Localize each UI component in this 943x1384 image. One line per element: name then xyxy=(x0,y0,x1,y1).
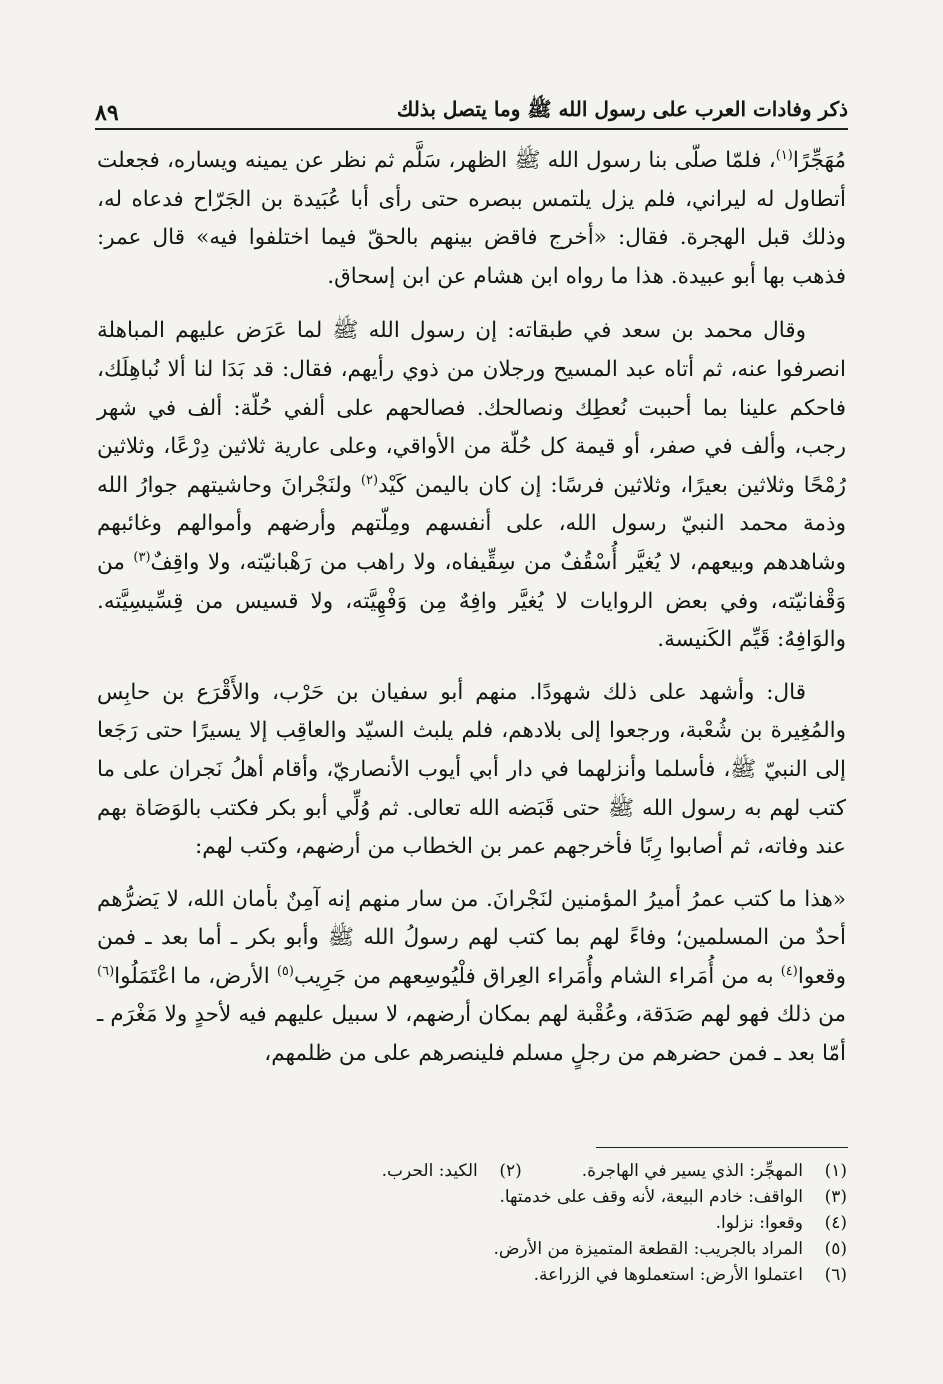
footnote-row xyxy=(96,1210,847,1236)
paragraph-2-text-a: وقال محمد بن سعد في طبقاته: إن رسول الله ﷺ لما عَرَض عليهم المباهلة انصرفوا عنه، ثم أتاه عبد المسيح ورجلان من ذوي رأيهم، فقال: قد بَدَا لنا ألا نُباهِلَك، فاحكم علينا بما أحببت نُعطِك ونصالحك. فصالحهم على ألفي حُلّة: ألف في شهر رجب، وألف في صفر، أو قيمة كل حُلّة من الأواقي، وعلى عارية ثلاثين دِرْعًا، وثلاثين رُمْحًا وثلاثين بعيرًا، وثلاثين فرسًا: إن كان باليمن كَيْد xyxy=(97,318,846,498)
footnote-text: اعتملوا الأرض: استعملوها في الزراعة. xyxy=(533,1265,803,1285)
paragraph-1-text-b: ، فلمّا صلّى بنا رسول الله ﷺ الظهر، سَلَّم ثم نظر عن يمينه ويساره، فجعلت أتطاول له ليراني، فلم يزل يلتمس ببصره حتى رأى أبا عُبَيدة بن الجَرّاح فدعاه له، وذلك قبل الهجرة. فقال: «أخرج فاقض بينهم بالحقّ فيما اختلفوا فيه» قال عمر: فذهب بها أبو عبيدة. هذا ما رواه ابن هشام عن ابن إسحاق. xyxy=(97,148,846,289)
body-text xyxy=(97,142,846,1088)
footnote-number: (٣) xyxy=(824,1187,847,1207)
footnote-text: الواقف: خادم البيعة، لأنه وقف على خدمتها. xyxy=(499,1187,803,1207)
paragraph-4 xyxy=(97,881,846,1074)
footnote-marker-1: (١) xyxy=(775,147,793,163)
paragraph-4-text-b: به من أُمَراء الشام وأُمَراء العِراق فلْيُوسِعهم من جَرِيب xyxy=(293,963,781,989)
page-number: ٨٩ xyxy=(95,100,119,126)
paragraph-2-text-b: ولنَجْرانَ وحاشيتهم جوارُ الله وذمة محمد النبيّ رسول الله، على أنفسهم ومِلّتهم وأرضهم وأموالهم وغائبهم وشاهدهم وبيعهم، لا يُغيَّر أُسْقُفٌ من سِقِّيفاه، ولا راهب من رَهْبانيّته، ولا واقِفٌ xyxy=(97,472,846,575)
footnote-number: (٤) xyxy=(824,1213,847,1233)
footnote-marker-5: (٥) xyxy=(276,963,294,979)
paragraph-1 xyxy=(97,142,846,296)
footnotes xyxy=(96,1158,847,1288)
footnote-number: (٥) xyxy=(824,1239,847,1259)
paragraph-4-text-d: من ذلك فهو لهم صَدَقة، وعُقْبة لهم بمكان أرضهم، لا سبيل عليهم فيه لأحدٍ ولا مَغْرَم ـ أمّا بعد ـ فمن حضرهم من رجلٍ مسلم فلينصرهم على من ظلمهم، xyxy=(97,1002,846,1067)
running-title: ذكر وفادات العرب على رسول الله ﷺ وما يتصل بذلك xyxy=(396,97,848,121)
footnote-marker-3: (٣) xyxy=(133,549,151,565)
footnote-text: الكيد: الحرب. xyxy=(381,1161,478,1181)
footnote-marker-4: (٤) xyxy=(780,963,798,979)
footnote-row xyxy=(96,1262,847,1288)
footnote-row xyxy=(96,1158,847,1184)
footnote-number: (٦) xyxy=(824,1265,847,1285)
footnote-rule xyxy=(596,1147,848,1148)
footnote-text: المهجِّر: الذي يسير في الهاجرة. xyxy=(581,1161,803,1181)
footnote-text: وقعوا: نزلوا. xyxy=(715,1213,803,1233)
header-rule xyxy=(95,128,848,130)
footnote-number: (١) xyxy=(824,1161,847,1181)
footnote-marker-2: (٢) xyxy=(360,472,379,488)
running-head xyxy=(95,92,848,126)
footnote-marker-6: (٦) xyxy=(97,963,115,979)
paragraph-4-text-c: الأرض، ما اعْتَمَلُوا xyxy=(114,963,277,989)
footnote-row xyxy=(96,1184,847,1210)
paragraph-2 xyxy=(97,312,846,659)
paragraph-3 xyxy=(97,674,846,867)
footnote-text: المراد بالجريب: القطعة المتميزة من الأرض. xyxy=(493,1239,803,1259)
footnote-number: (٢) xyxy=(499,1161,522,1181)
paragraph-2-text-c: من وَقْفانيّته، وفي بعض الروايات لا يُغيَّر وافِهٌ مِن وَفْهِيَّته، ولا قسيس من قِسِّيسِيَّته. والوَافِهُ: قَيِّم الكَنيسة. xyxy=(97,549,846,653)
paragraph-3-text: قال: وأشهد على ذلك شهودًا. منهم أبو سفيان بن حَرْب، والأَقْرَع بن حابِس والمُغِيرة بن شُعْبة، ورجعوا إلى بلادهم، فلم يلبث السيّد والعاقِب إلا يسيرًا حتى رَجَعا إلى النبيّ ﷺ، فأسلما وأنزلهما في دار أبي أيوب الأنصاريّ، وأقام أهلُ نَجران على ما كتب لهم به رسول الله ﷺ حتى قَبَضه الله تعالى. ثم وُلِّي أبو بكر فكتب بالوَصَاة بهم عند وفاته، ثم أصابوا رِبًا فأخرجهم عمر بن الخطاب من أرضهم، وكتب لهم: xyxy=(97,679,846,860)
paragraph-1-text-a: مُهَجِّرًا xyxy=(792,148,846,173)
footnote-row xyxy=(96,1236,847,1262)
paragraph-4-text-a: «هذا ما كتب عمرُ أميرُ المؤمنين لنَجْرانَ. من سار منهم إنه آمِنٌ بأمان الله، لا يَضرُّهم أحدٌ من المسلمين؛ وفاءً لهم بما كتب لهم رسولُ الله ﷺ وأبو بكر ـ أما بعد ـ فمن وقعوا xyxy=(97,886,846,989)
